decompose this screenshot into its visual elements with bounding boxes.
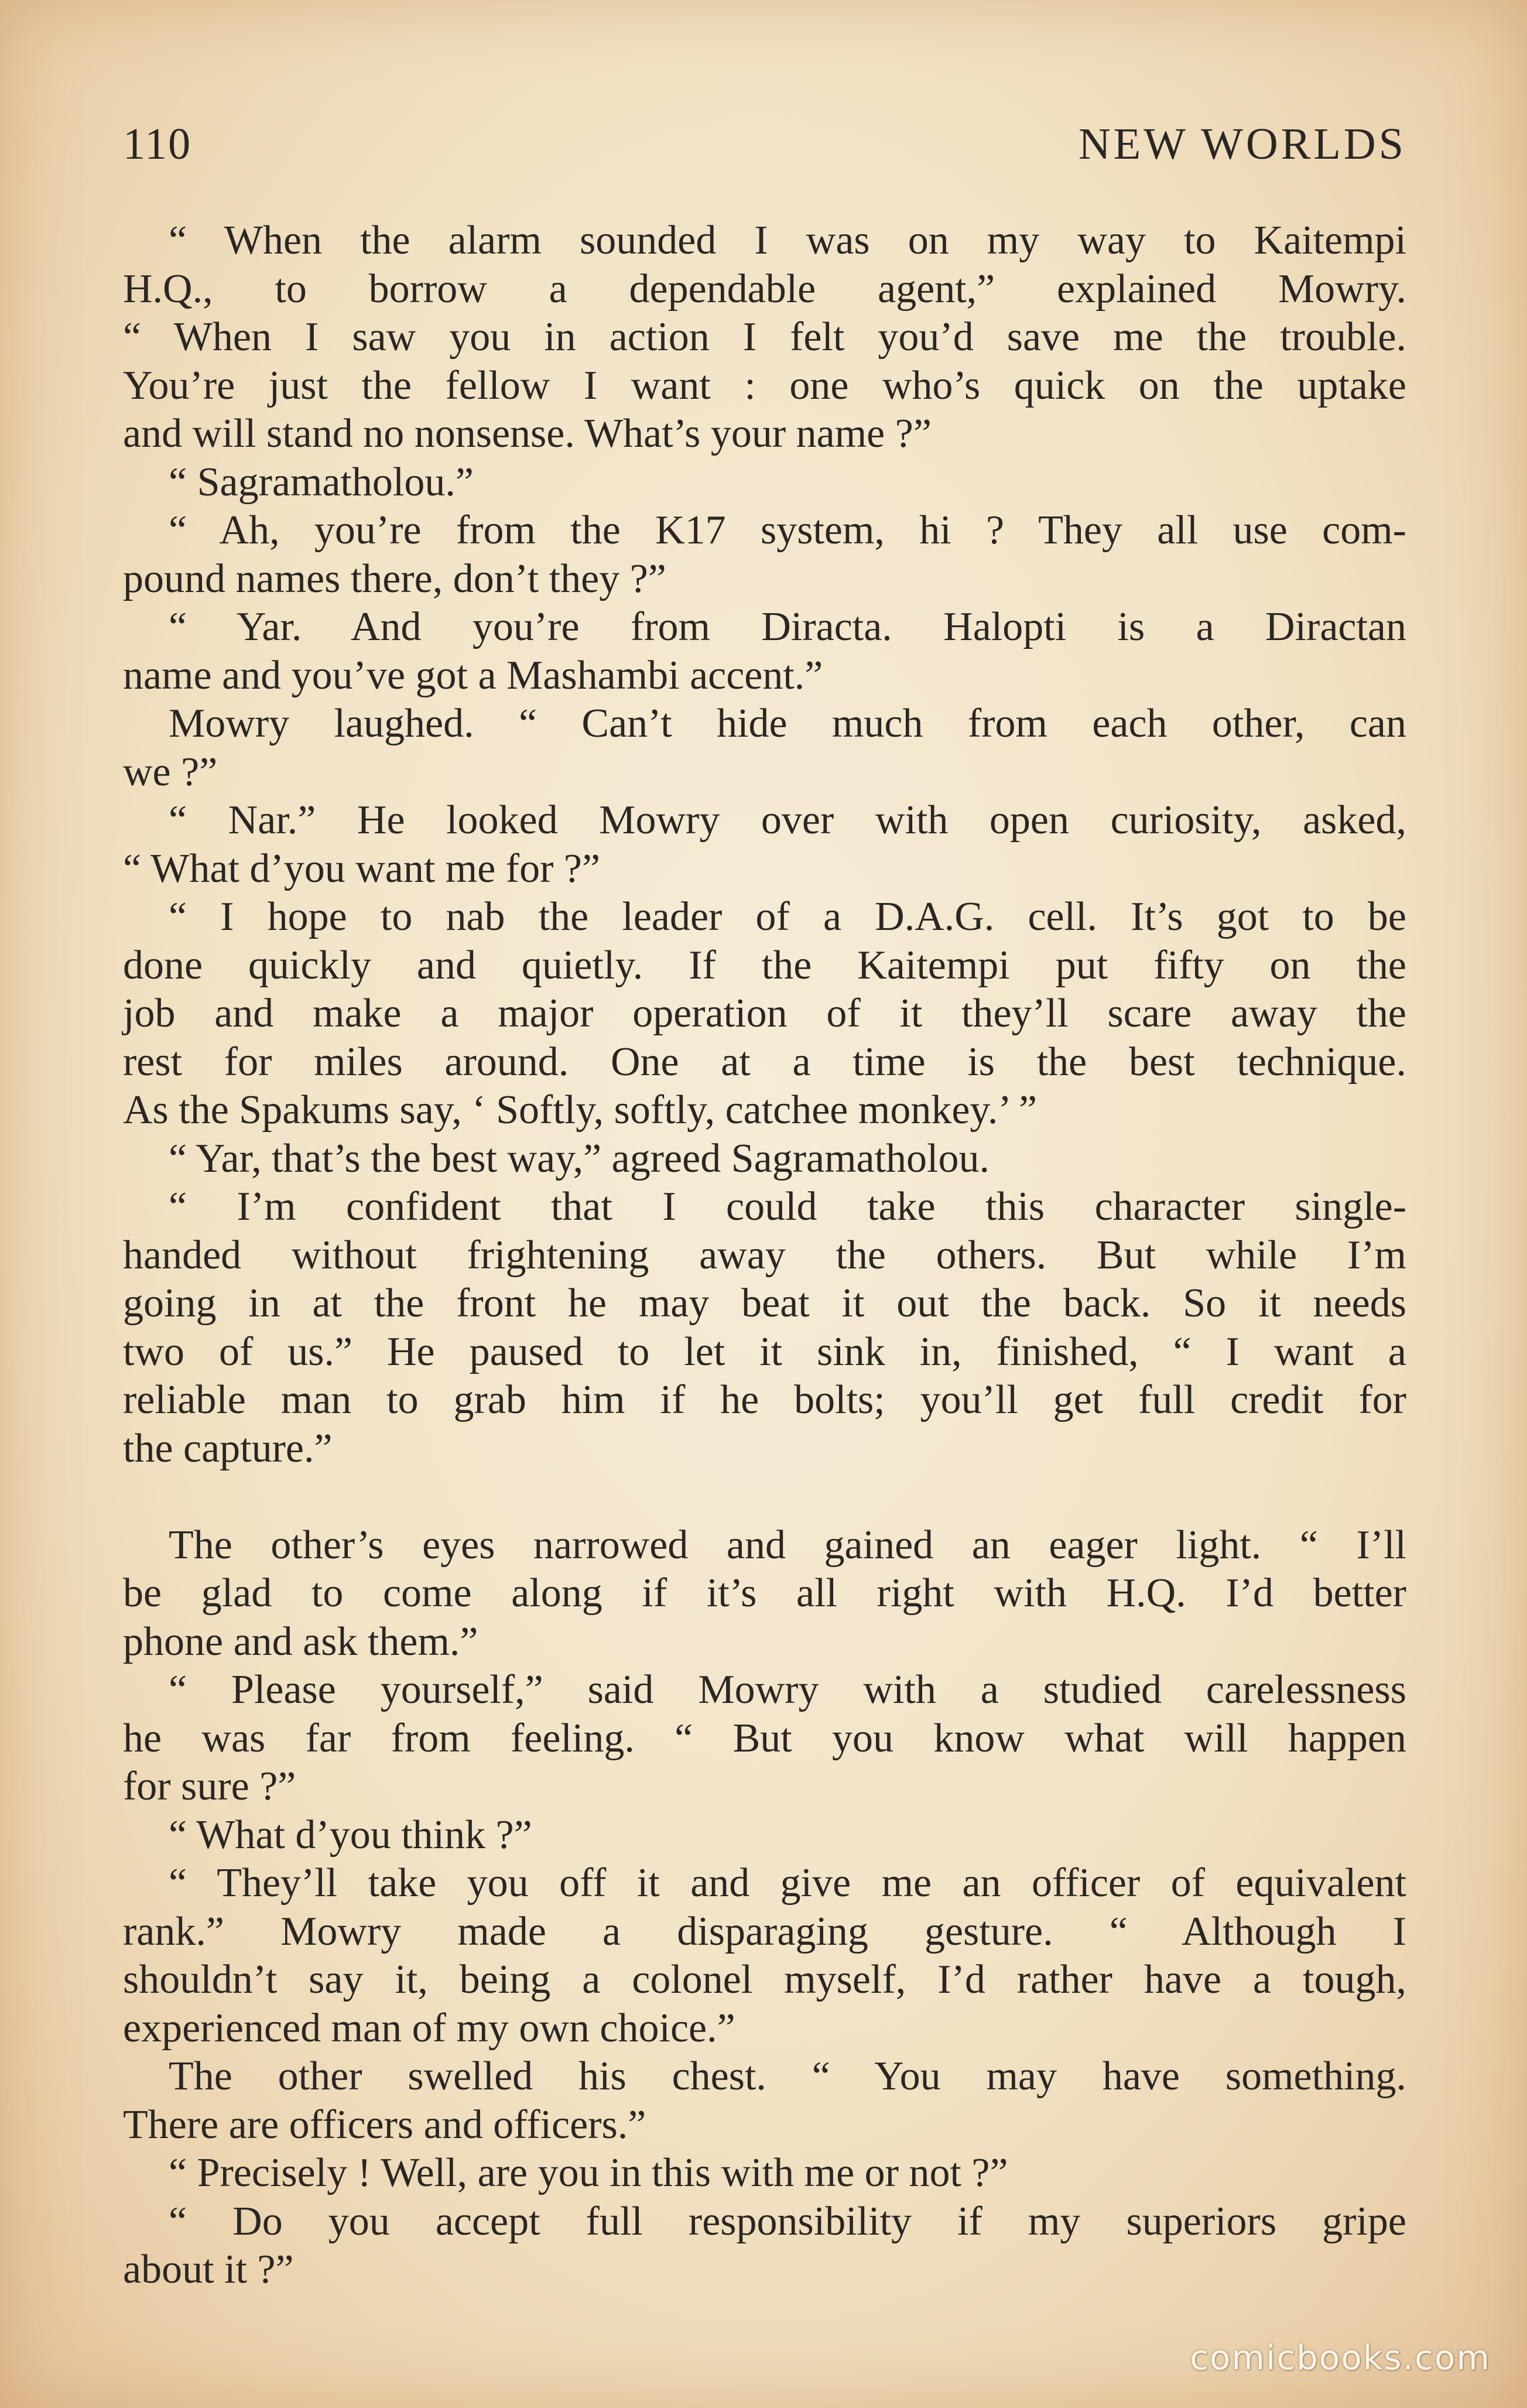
text-line: about it ?”: [123, 2247, 294, 2292]
text-line: “ Precisely ! Well, are you in this with me or not ?”: [169, 2150, 1008, 2195]
section-break: [123, 1473, 1406, 1521]
text-line: “ When I saw you in action I felt you’d save me the trouble.: [123, 314, 1406, 360]
text-line: As the Spakums say, ‘ Softly, softly, catchee monkey.’ ”: [123, 1087, 1038, 1133]
text-line: “ Nar.” He looked Mowry over with open curiosity, asked,: [169, 798, 1406, 843]
running-title: NEW WORLDS: [1078, 119, 1406, 169]
text-line: “ Do you accept full responsibility if my superiors gripe: [169, 2198, 1406, 2244]
text-line: shouldn’t say it, being a colonel myself, I’d rather have a tough,: [123, 1957, 1406, 2002]
text-line: handed without frightening away the others. But while I’m: [123, 1232, 1406, 1278]
text-line: we ?”: [123, 749, 218, 795]
body-text: [123, 217, 1406, 2294]
text-line: “ They’ll take you off it and give me an officer of equivalent: [169, 1860, 1406, 1906]
text-line: “ Sagramatholou.”: [169, 459, 474, 505]
text-line: name and you’ve got a Mashambi accent.”: [123, 652, 823, 698]
text-line: experienced man of my own choice.”: [123, 2005, 735, 2051]
text-line: “ What d’you want me for ?”: [123, 846, 601, 891]
page-header: [123, 115, 1406, 173]
text-line: H.Q., to borrow a dependable agent,” explained Mowry.: [123, 266, 1406, 312]
text-line: the capture.”: [123, 1425, 333, 1471]
text-line: phone and ask them.”: [123, 1619, 478, 1664]
site-watermark: comicbooks.com: [1190, 2338, 1491, 2378]
text-line: “ Yar. And you’re from Diracta. Halopti is a Diractan: [169, 604, 1406, 649]
text-line: “ Ah, you’re from the K17 system, hi ? They all use com-: [169, 508, 1406, 553]
text-line: pound names there, don’t they ?”: [123, 556, 666, 601]
text-line: “ Yar, that’s the best way,” agreed Sagramatholou.: [169, 1135, 990, 1181]
text-line: There are officers and officers.”: [123, 2102, 646, 2147]
text-line: “ I’m confident that I could take this character single-: [169, 1184, 1406, 1229]
text-line: be glad to come along if it’s all right with H.Q. I’d better: [123, 1571, 1406, 1616]
text-line: “ I hope to nab the leader of a D.A.G. cell. It’s got to be: [169, 894, 1406, 939]
text-line: done quickly and quietly. If the Kaitempi put fifty on the: [123, 942, 1406, 988]
text-line: You’re just the fellow I want : one who’s quick on the uptake: [123, 362, 1406, 408]
text-line: he was far from feeling. “ But you know what will happen: [123, 1715, 1406, 1761]
text-line: going in at the front he may beat it out the back. So it needs: [123, 1281, 1406, 1326]
text-line: Mowry laughed. “ Can’t hide much from each other, can: [169, 701, 1406, 746]
text-line: for sure ?”: [123, 1764, 296, 1809]
text-line: The other swelled his chest. “ You may have something.: [169, 2054, 1406, 2099]
text-line: two of us.” He paused to let it sink in, finished, “ I want a: [123, 1329, 1406, 1374]
text-line: The other’s eyes narrowed and gained an eager light. “ I’ll: [169, 1522, 1406, 1568]
text-line: “ When the alarm sounded I was on my way to Kaitempi: [169, 218, 1406, 263]
text-line: job and make a major operation of it they’ll scare away the: [123, 991, 1406, 1036]
text-line: rank.” Mowry made a disparaging gesture. “ Although I: [123, 1908, 1406, 1954]
text-line: rest for miles around. One at a time is the best technique.: [123, 1039, 1406, 1085]
text-line: “ Please yourself,” said Mowry with a studied carelessness: [169, 1667, 1406, 1712]
text-line: reliable man to grab him if he bolts; you’ll get full credit for: [123, 1377, 1406, 1422]
text-line: “ What d’you think ?”: [169, 1812, 532, 1858]
text-line: and will stand no nonsense. What’s your name ?”: [123, 411, 932, 456]
page-number: 110: [123, 119, 192, 169]
